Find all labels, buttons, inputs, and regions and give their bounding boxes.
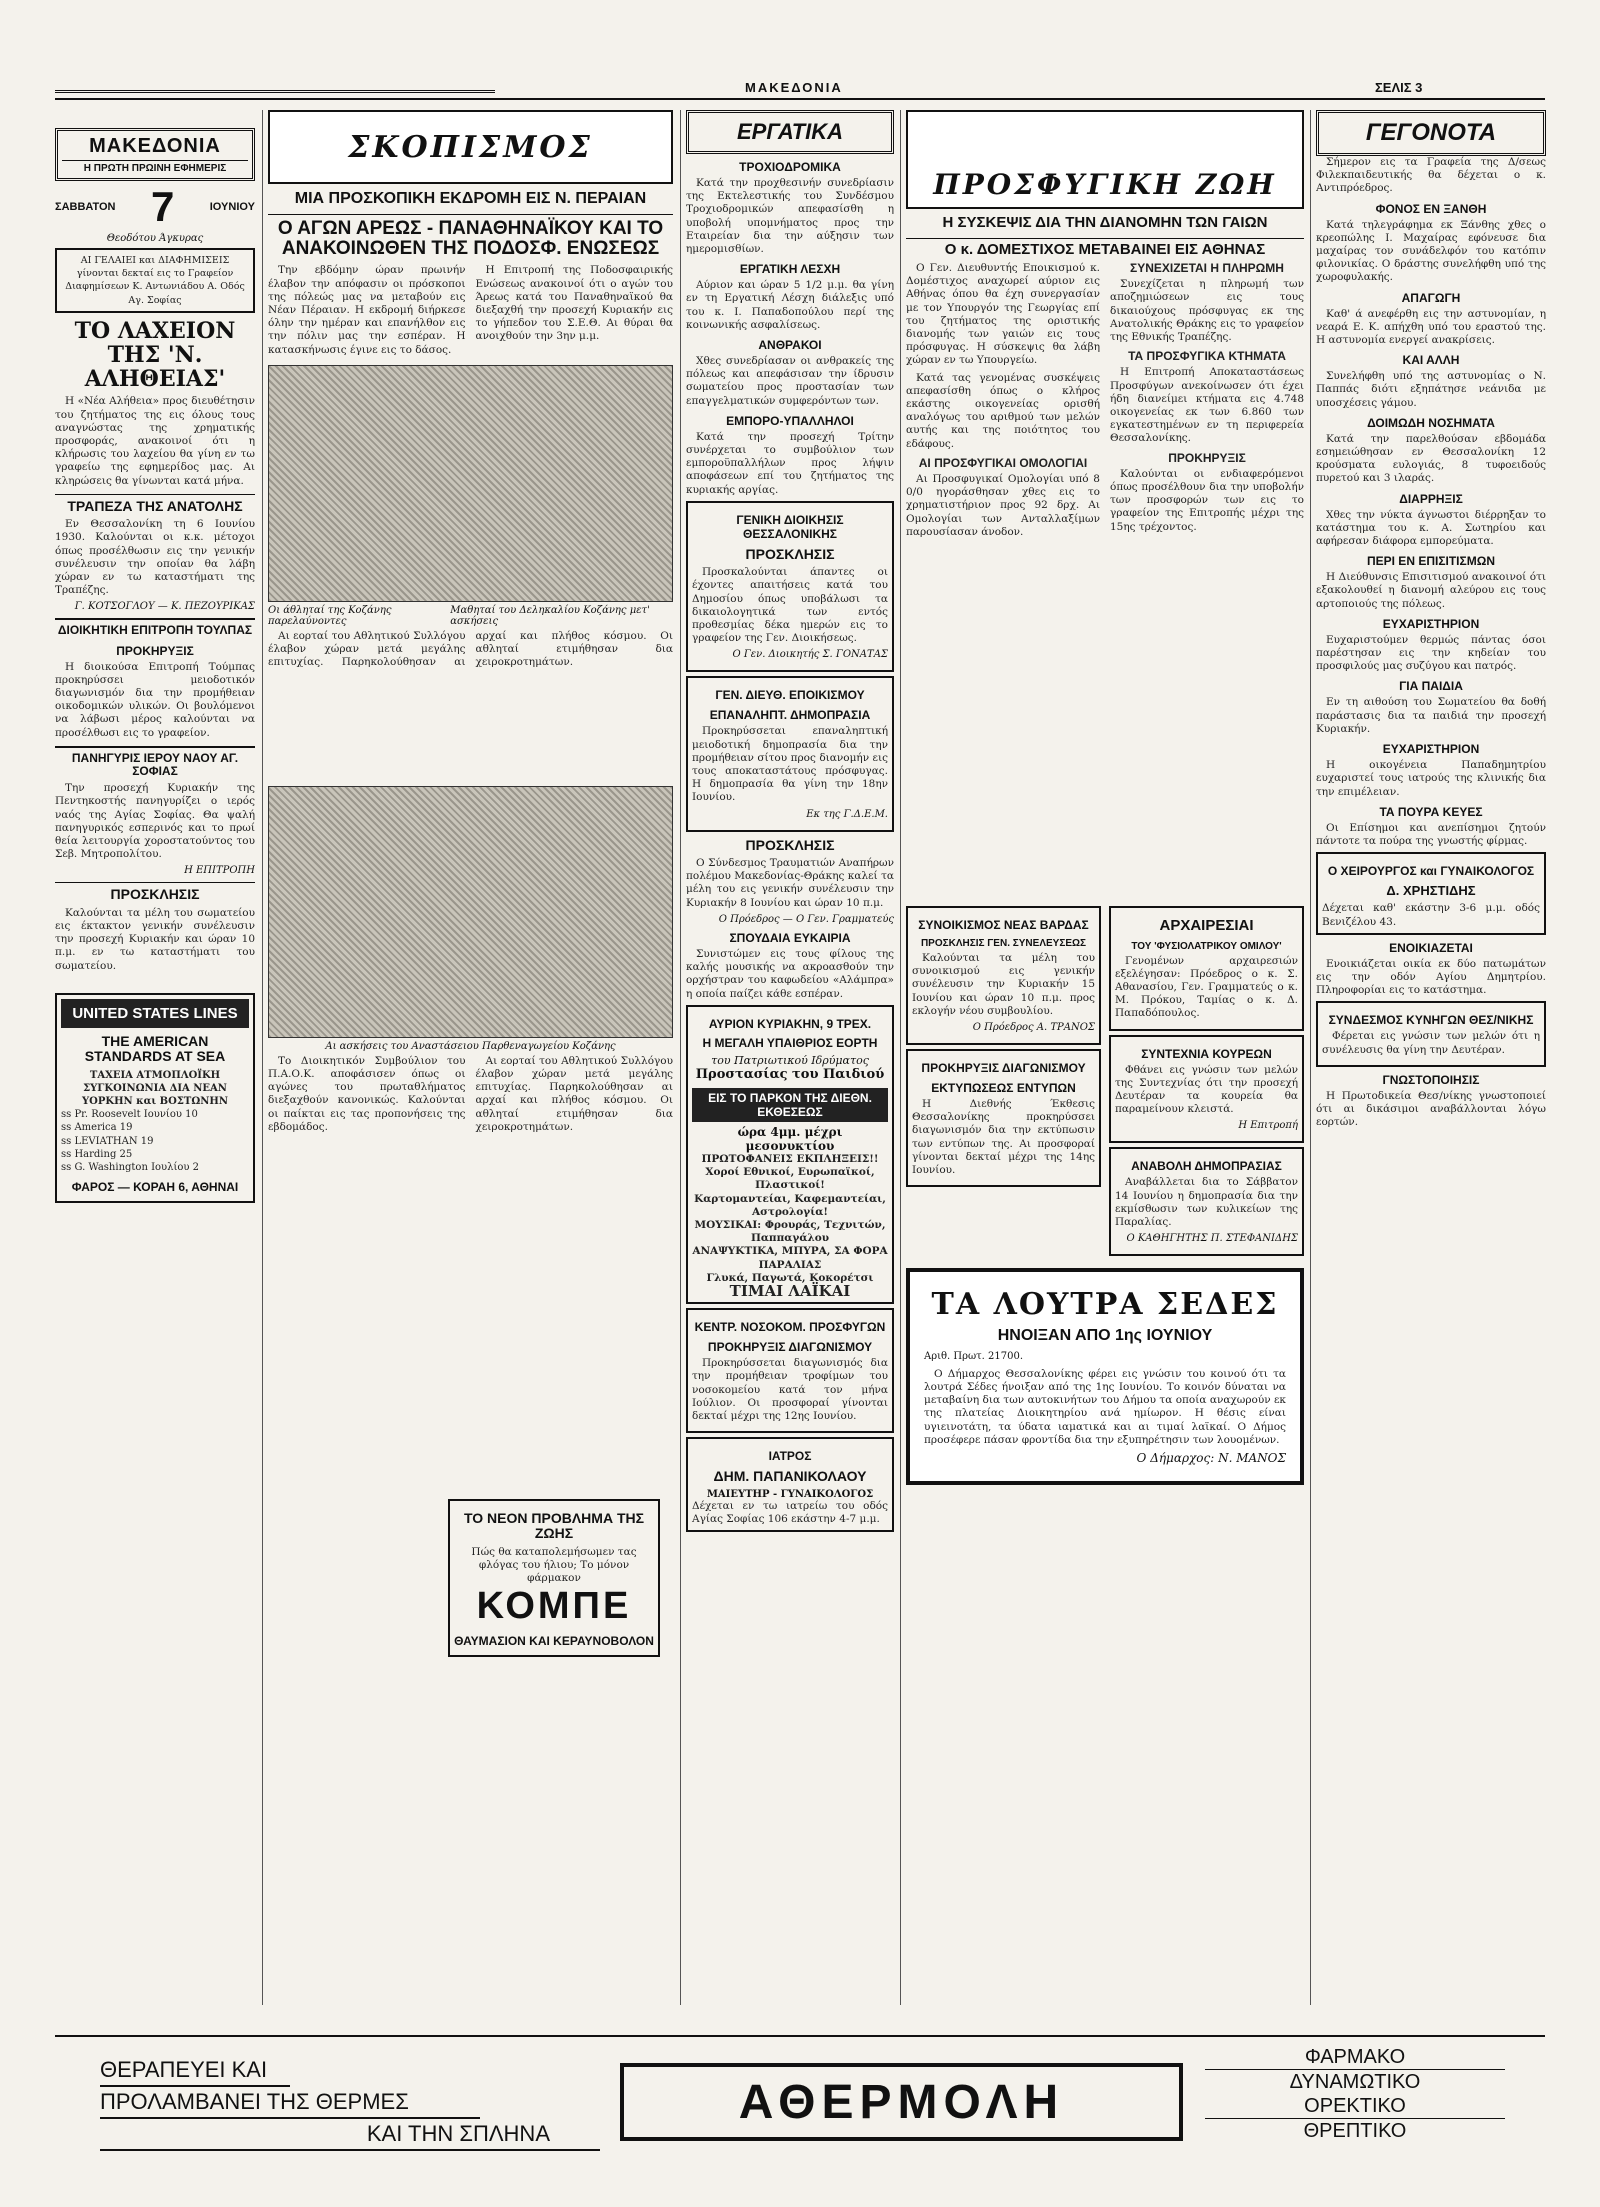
auction-signature: Ο ΚΑΘΗΓΗΤΗΣ Π. ΣΤΕΦΑΝΙΔΗΣ [1126,1233,1298,1245]
invitation-title: ΠΡΟΣΚΛΗΣΙΣ [745,836,835,853]
governor-subtitle: ΠΡΟΣΚΛΗΣΙΣ [745,545,835,562]
varda-notice [906,906,1101,1045]
barbers-notice [1109,1035,1304,1144]
paper-name: ΜΑΚΕΔΟΝΙΑ [745,80,843,95]
doctor-name: ΔΗΜ. ΠΑΠΑΝΙΚΟΛΑΟΥ [713,1468,867,1485]
hunters-notice [1316,1001,1546,1066]
scouting-section-title: ΣΚΟΠΙΣΜΟΣ [348,129,593,165]
invitation-signature: Ο Πρόεδρος — Ο Γεν. Γραμματεύς [718,913,894,925]
elections-subtitle: ΤΟΥ 'ΦΥΣΙΟΛΑΤΡΙΚΟΥ ΟΜΙΛΟΥ' [1131,940,1282,952]
kompe-ad [448,1499,660,1657]
festival-line: ΠΡΩΤΟΦΑΝΕΙΣ ΕΚΠΛΗΞΕΙΣ!! [701,1152,879,1165]
committee-paragraph: Η διοικούσα Επιτροπή Τούμπας προκηρύσσει μειοδοτικόν διαγωνισμόν δια την προμήθειαν οικοδομικών υλικών. Οι βουλόμενοι να λάβωσι μέρος καλούνται να προσέλθωσι εις το γραφείον. [55,660,255,739]
varda-signature: Ο Πρόεδρος Α. ΤΡΑΝΟΣ [972,1022,1095,1034]
labour-heading: ΤΡΟΧΙΟΔΡΟΜΙΚΑ [739,160,841,174]
kompe-title: ΤΟ ΝΕΟΝ ΠΡΟΒΛΗΜΑ ΤΗΣ ΖΩΗΣ [463,1509,645,1542]
doctor-text: Δέχεται εν τω ιατρείω του οδός Αγίας Σοφίας 106 εκάστην 4-7 μ.μ. [692,1499,888,1525]
shipping-agent: ΦΑΡΟΣ — ΚΟΡΑΗ 6, ΑΘΗΝΑΙ [71,1180,239,1195]
festival-line: ΑΝΑΨΥΚΤΙΚΑ, ΜΠΥΡΑ, ΣΑ ΦΟΡΑ ΠΑΡΑΛΙΑΣ [692,1245,888,1271]
festival-lines [692,1153,888,1298]
shipping-text: ΤΑΧΕΙΑ ΑΤΜΟΠΛΟΪΚΗ ΣΥΓΚΟΙΝΩΝΙΑ ΔΙΑ ΝΕΑΝ ΥΟΡΚΗΝ και ΒΟΣΤΩΝΗΝ [82,1069,228,1107]
settlement-subtitle: ΕΠΑΝΑΛΗΠΤ. ΔΗΜΟΠΡΑΣΙΑ [709,708,871,723]
photo-caption: Μαθηταί του Δεληκαλίου Κοζάνης μετ' ασκήσεις [450,604,650,627]
column-rule [1310,110,1311,2005]
events-heading: ΕΝΟΙΚΙΑΖΕΤΑΙ [1389,940,1473,955]
committee-text [55,661,255,740]
refugee-subheading: ΣΥΝΕΧΙΖΕΤΑΙ Η ΠΛΗΡΩΜΗ [1130,261,1284,275]
church-title: ΠΑΝΗΓΥΡΙΣ ΙΕΡΟΥ ΝΑΟΥ ΑΓ. ΣΟΦΙΑΣ [55,746,255,778]
notice-text [55,907,255,973]
events-paragraph: Καθ' ά ανεφέρθη εις την αστυνομίαν, η νεαρά Ε. Κ. απήχθη υπό του εραστού της. Η αστυνομία ενεργεί ανακρίσεις. [1316,307,1546,347]
surgeon-ad [1316,852,1546,935]
athermoli-line-1: ΘΕΡΑΠΕΥΕΙ ΚΑΙ [100,2055,290,2087]
refugee-subheading: ΠΡΟΚΗΡΥΞΙΣ [1168,450,1246,465]
events-paragraph: Χθες την νύκτα άγνωστοι διέρρηξαν το κατάστημα του κ. Α. Σωτηρίου και αφήρεσαν διάφορα εμπορεύματα. [1316,508,1546,548]
festival-org-2: Προστασίας του Παιδιού [695,1066,885,1082]
surgeon-text: Δέχεται καθ' εκάστην 3-6 μ.μ. οδός Βενιζέλου 43. [1322,902,1540,928]
events-heading: ΓΙΑ ΠΑΙΔΙΑ [1399,679,1463,694]
notice-title: ΠΡΟΣΚΛΗΣΙΣ [55,882,255,902]
committee-title: ΔΙΟΙΚΗΤΙΚΗ ΕΠΙΤΡΟΠΗ ΤΟΥΛΠΑΣ [55,618,255,637]
refugee-paragraph: Κατά τας γενομένας συσκέψεις απεφασίσθη όπως ο κλήρος εκάστης οικογενείας ορισθή αναλόγως του αριθμού των μελών αυτής και της ποιότητος του εδάφους. [906,371,1100,450]
hunters-title: ΣΥΝΔΕΣΜΟΣ ΚΥΝΗΓΩΝ ΘΕΣ/ΝΙΚΗΣ [1328,1013,1534,1028]
events-paragraph: Σήμερον εις τα Γραφεία της Δ/σεως Φιλεκπαιδευτικής θα δέχεται ο κ. Αντιπρόεδρος. [1316,156,1546,195]
header-ornament-left [55,80,495,93]
festival-line: Καρτομαντείαι, Καφεμαντείαι, Αστρολογία! [694,1192,886,1218]
refugee-banner [906,110,1304,209]
lottery-title: ΤΟ ΛΑΧΕΙΟΝ ΤΗΣ 'Ν. ΑΛΗΘΕΙΑΣ' [74,317,236,393]
bank-text [55,518,255,597]
events-heading: ΤΑ ΠΟΥΡΑ ΚΕΥΕΣ [1379,804,1483,819]
photo-captions [268,605,673,627]
article-paragraph: Αι εορταί του Αθλητικού Συλλόγου έλαβον χώραν μετά μεγάλης επιτυχίας. Παρηκολούθησαν αι αρχαί και πλήθος κόσμου. Οι αθληταί ετιμήθησαν δια χειροκροτημάτων. [268,629,673,669]
shipping-ad [55,993,255,1203]
lottery-text [55,395,255,487]
column-5 [1316,110,1546,2010]
photo-girls-school [268,786,673,1038]
church-paragraph: Την προσεχή Κυριακήν της Πεντηκοστής πανηγυρίζει ο ιερός ναός της Αγίας Σοφίας. Θα ψαλή πανηγυρικός εσπερινός και το πρωί θεία λειτουργία χοροστατούντος του Σεβ. Μητροπολίτου. [55,782,255,861]
date-day: ΣΑΒΒΑΤΟΝ [55,201,116,213]
festival-line: Γλυκά, Παγωτά, Κοκορέτσι [706,1271,874,1284]
athermoli-ad [55,2035,1545,2160]
athermoli-right-2: ΔΥΝΑΜΩΤΙΚΟ [1205,2069,1505,2094]
notice-paragraph: Καλούνται τα μέλη του σωματείου εις έκτακτον γενικήν συνέλευσιν την προσεχή Κυριακήν και ώραν 10 π.μ. εν τω καταστήματι του σωματείου. [55,906,255,972]
athermoli-right-4: ΘΡΕΠΤΙΚΟ [1205,2118,1505,2143]
ads-notice: ΑΙ ΓΕΛΑΙΕΙ και ΔΙΑΦΗΜΙΣΕΙΣ γίνονται δεκταί εις το Γραφείον Διαφημίσεων Κ. Αντωνιάδου Α. Οδός Αγ. Σοφίας [55,248,255,313]
athermoli-line-2: ΠΡΟΛΑΜΒΑΝΕΙ ΤΗΣ ΘΕΡΜΕΣ [100,2087,480,2119]
saint-of-day: Θεοδότου Άγκυρας [106,233,204,244]
refugee-subheading: ΑΙ ΠΡΟΣΦΥΓΙΚΑΙ ΟΜΟΛΟΓΙΑΙ [918,455,1088,470]
invitation-text: Ο Σύνδεσμος Τραυματιών Αναπήρων πολέμου Μακεδονίας-Θράκης καλεί τα μέλη του εις γενικήν συνέλευσιν την Κυριακήν 8 Ιουνίου και ώραν 10 π.μ. [686,857,894,909]
bank-title: ΤΡΑΠΕΖΑ ΤΗΣ ΑΝΑΤΟΛΗΣ [55,494,255,514]
shipping-row: ss Harding 25 [61,1148,133,1160]
refugee-section-title: ΠΡΟΣΦΥΓΙΚΗ ΖΩΗ [933,168,1277,201]
labour-heading: ΕΜΠΟΡΟ-ΥΠΑΛΛΗΛΟΙ [726,413,854,428]
hospital-subtitle: ΠΡΟΚΗΡΥΞΙΣ ΔΙΑΓΩΝΙΣΜΟΥ [707,1340,873,1355]
page-header [55,80,1545,100]
events-heading: ΔΙΑΡΡΗΞΙΣ [1399,491,1463,506]
governor-notice [686,501,894,673]
kompe-brand: ΚΟΜΠΕ [476,1585,632,1628]
events-heading: ΑΠΑΓΩΓΗ [1401,290,1461,305]
athermoli-brand-box [620,2063,1183,2141]
lottery-paragraph: Η «Νέα Αλήθεια» προς διευθέτησιν του ζητήματος της εις όλους τους αναγνώστας της χρηματικής προσφοράς, ανακοινοί ότι η κλήρωσις του λαχείου θα γίνη εν τω γραφείω της εφημερίδος μας. Αι κληρώσεις θα γίνωνται κατά μήνα. [55,395,255,487]
article-headline-1: ΜΙΑ ΠΡΟΣΚΟΠΙΚΗ ΕΚΔΡΟΜΗ ΕΙΣ Ν. ΠΕΡΑΙΑΝ [294,190,647,207]
labour-heading: ΑΝΘΡΑΚΟΙ [758,338,822,353]
column-rule [900,110,901,2005]
festival-time: ώρα 4μμ. μέχρι μεσονυκτίου [737,1124,843,1153]
kompe-tagline: ΘΑΥΜΑΣΙΟΝ ΚΑΙ ΚΕΡΑΥΝΟΒΟΛΟΝ [454,1634,654,1649]
labour-section-title: ΕΡΓΑΤΙΚΑ [686,110,894,154]
events-paragraph: Η Πρωτοδικεία Θεσ/νίκης γνωστοποιεί ότι αι δικάσιμοι αναβάλλονται λόγω εορτών. [1316,1089,1546,1129]
date-number: 7 [150,183,175,230]
bank-signature: Γ. ΚΟΤΣΟΓΛΟΥ — Κ. ΠΕΖΟΥΡΙΚΑΣ [74,601,255,613]
barbers-text: Φθάνει εις γνώσιν των μελών της Συντεχνίας ότι την προσεχή Δευτέραν τα κουρεία θα παραμείνουν κλειστά. [1115,1063,1298,1116]
printing-subtitle: ΕΚΤΥΠΩΣΕΩΣ ΕΝΤΥΠΩΝ [931,1081,1076,1096]
events-heading: ΔΟΙΜΩΔΗ ΝΟΣΗΜΑΤΑ [1367,415,1495,430]
settlement-text: Προκηρύσσεται επαναληπτική μειοδοτική δημοπρασία δια την προμήθειαν σίτου προς διανομήν εις τους αποκαταστάτους πρόσφυγας. Η δημοπρασία θα γίνη την 18ην Ιουνίου. [692,725,888,804]
festival-org: του Πατριωτικού Ιδρύματος [711,1053,869,1067]
church-signature: Η ΕΠΙΤΡΟΠΗ [184,865,255,877]
varda-subtitle: ΠΡΟΣΚΛΗΣΙΣ ΓΕΝ. ΣΥΝΕΛΕΥΣΕΩΣ [920,938,1087,949]
masthead-title: ΜΑΚΕΔΟΝΙΑ [89,135,221,157]
shipping-row: ss Pr. Roosevelt Ιουνίου 10 [61,1109,198,1121]
printing-title: ΠΡΟΚΗΡΥΞΙΣ ΔΙΑΓΩΝΙΣΜΟΥ [921,1061,1086,1076]
events-heading: ΦΟΝΟΣ ΕΝ ΞΑΝΘΗ [1375,201,1487,216]
notices-right [1109,902,1304,1260]
events-heading: ΚΑΙ ΑΛΛΗ [1402,353,1460,368]
surgeon-name: Δ. ΧΡΗΣΤΙΔΗΣ [1386,883,1476,899]
settlement-signature: Εκ της Γ.Δ.Ε.Μ. [806,808,888,820]
athermoli-left-text [100,2055,600,2151]
sedes-protocol: Αριθ. Πρωτ. 21700. [924,1350,1024,1362]
auction-title: ΑΝΑΒΟΛΗ ΔΗΜΟΠΡΑΣΙΑΣ [1131,1159,1282,1174]
governor-text: Προσκαλούνται άπαντες οι έχοντες απαιτήσεις κατά του Δημοσίου όπως υποβάλωσι τα δικαιολογητικά των εντός προθεσμίας δέκα ημερών εις το γραφείον της Γεν. Διοικήσεως. [692,566,888,645]
events-paragraph: Συνελήφθη υπό της αστυνομίας ο Ν. Παππάς διότι εξηπάτησε νεάνιδα με υποσχέσεις γάμου. [1316,370,1546,409]
column-rule [680,110,681,2005]
doctor-label: ΙΑΤΡΟΣ [768,1449,812,1464]
elections-title: ΑΡΧΑΙΡΕΣΙΑΙ [1159,917,1254,934]
shipping-row: ss America 19 [61,1122,133,1134]
sedes-title: ΤΑ ΛΟΥΤΡΑ ΣΕΔΕΣ [931,1287,1279,1323]
column-2 [268,110,673,2010]
scouting-banner [268,110,673,184]
footer-rule [55,2035,1545,2037]
refugee-paragraph: Συνεχίζεται η πληρωμή των αποζημιώσεων εις τους δικαιούχους πρόσφυγας εκ της Ανατολικής Θράκης εις το γραφείον της Εθνικής Τραπέζης. [1110,278,1304,344]
hospital-text: Προκηρύσσεται διαγωνισμός δια την προμήθειαν τροφίμων του νοσοκομείου κατά τον μήνα Ιούλιον. Οι προσφοραί γίνονται δεκταί μέχρι της 12ης Ιουνίου. [692,1357,888,1422]
athermoli-right-text [1205,2045,1505,2143]
barbers-title: ΣΥΝΤΕΧΝΙΑ ΚΟΥΡΕΩΝ [1141,1046,1272,1061]
date-month: ΙΟΥΝΙΟΥ [209,201,255,213]
masthead-subtitle: Η ΠΡΩΤΗ ΠΡΩΙΝΗ ΕΦΗΜΕΡΙΣ [62,160,248,174]
athermoli-right-3: ΟΡΕΚΤΙΚΟ [1304,2095,1406,2117]
shipping-schedule [61,1108,249,1174]
events-paragraph: Η Διεύθυνσις Επισιτισμού ανακοινοί ότι εξακολουθεί η διανομή αλεύρου εις τους αρτοποιούς της πόλεως. [1316,571,1546,610]
printing-notice [906,1049,1101,1187]
column-1 [55,110,255,2010]
opportunity-text: Συνιστώμεν εις τους φίλους της καλής μουσικής να ακροασθούν την ορχήστραν του καφωδείου «Αλάμπρα» η οποία παίζει κάθε εσπέραν. [686,947,894,1000]
refugee-headline-1: Η ΣΥΣΚΕΨΙΣ ΔΙΑ ΤΗΝ ΔΙΑΝΟΜΗΝ ΤΩΝ ΓΑΙΩΝ [942,214,1268,231]
doctor-ad [686,1437,894,1532]
refugee-paragraph: Ο Γεν. Διευθυντής Εποικισμού κ. Δομέστιχος αναχωρεί αύριον εις Αθήνας όπου θα έχη συνεργασίαν με τον Υπουργόν της Γεωργίας επί του ζητήματος της οριστικής διανομής των γαιών εις τους πρόσφυγας. Η σύσκεψις θα λάβη χώραν εν τω Υπουργείω. [906,262,1100,367]
labour-paragraph: Χθες συνεδρίασαν οι ανθρακείς της πόλεως και απεφάσισαν την ίδρυσιν σωματείου προς προστασίαν των επαγγελματικών συμφερόντων των. [686,355,894,407]
events-paragraph: Κατά τηλεγράφημα εκ Ξάνθης χθες ο κρεοπώλης Ι. Μαχαίρας εφόνευσε δια μαχαίρας τον συνάδελφόν του κατόπιν φιλονικίας. Ο δράστης συνελήφθη υπό της χωροφυλακής. [1316,218,1546,284]
elections-notice [1109,906,1304,1031]
photo-caption-2: Αι ασκήσεις του Αναστάσειου Παρθεναγωγείου Κοζάνης [325,1040,616,1052]
refugee-paragraph: Αι Προσφυγικαί Ομολογίαι υπό 8 0/0 ηγοράσθησαν χθες εις το χρηματιστήριον προς 92 δρχ. Αι Ομολογίαι των Ανταλλαξίμων παρουσίασαν άνοδον. [906,473,1100,538]
doctor-specialty: ΜΑΙΕΥΤΗΡ - ΓΥΝΑΙΚΟΛΟΓΟΣ [706,1488,874,1500]
sedes-signature: Ο Δήμαρχος: Ν. ΜΑΝΟΣ [1136,1450,1286,1465]
festival-line: Χοροί Εθνικοί, Ευρωπαϊκοί, Πλαστικοί! [705,1166,875,1192]
labour-paragraph: Αύριον και ώραν 5 1/2 μ.μ. θα γίνη εν τη Εργατική Λέσχη διάλεξις υπό του κ. Ι. Παπαδοπούλου περί της κοινωνικής ασφαλίσεως. [686,279,894,331]
sedes-baths-ad [906,1268,1304,1485]
article-body-3 [268,1055,673,1495]
festival-title: Η ΜΕΓΑΛΗ ΥΠΑΙΘΡΙΟΣ ΕΟΡΤΗ [702,1035,878,1050]
masthead [55,128,255,181]
refugee-subheading: ΤΑ ΠΡΟΣΦΥΓΙΚΑ ΚΤΗΜΑΤΑ [1128,349,1286,364]
bank-paragraph: Εν Θεσσαλονίκη τη 6 Ιουνίου 1930. Καλούνται οι κ.κ. μέτοχοι όπως προσέλθωσιν εις την γενικήν συνέλευσιν την οποίαν θα λάβη χώραν εν τω καταστήματι της Τραπέζης. [55,518,255,597]
page-number: ΣΕΛΙΣ 3 [1375,80,1423,95]
column-3 [686,110,894,2010]
labour-paragraph: Κατά την προχθεσινήν συνεδρίασιν της Εκτελεστικής του Συνδέσμου Τροχιοδρομικών απεφασίσθη η υποβολή υπομνήματος προς την Εταιρείαν δια την αύξησιν των ημερομισθίων. [686,177,894,256]
settlement-title: ΓΕΝ. ΔΙΕΥΘ. ΕΠΟΙΚΙΣΜΟΥ [715,688,865,703]
article-paragraph: Την εβδόμην ώραν πρωινήν έλαβον την απόφασιν οι πρόσκοποι της πόλεώς μας να μεταβούν εις Νέαν Πέραιαν. Η εκδρομή διήρκεσε όλην την ημέραν και επανήλθον εις την πόλιν μας την εσπέραν. Η κατασκήνωσις έγινε εις το δάσος. [268,264,466,356]
events-paragraph: Ενοικιάζεται οικία εκ δύο πατωμάτων εις την οδόν Αγίου Δημητρίου. Πληροφορίαι εις το κατάστημα. [1316,957,1546,997]
refugee-article [906,262,1304,902]
varda-text: Καλούνται τα μέλη του συνοικισμού εις γενικήν συνέλευσιν την Κυριακήν 15 Ιουνίου και ώραν 10 π.μ. προς εκλογήν νέου συμβουλίου. [912,952,1095,1017]
events-paragraph: Εν τη αιθούση του Σωματείου θα δοθή παράστασις δια τα παιδιά την προσεχή Κυριακήν. [1316,696,1546,735]
date-box [55,183,255,230]
church-text [55,782,255,861]
festival-line: ΜΟΥΣΙΚΑΙ: Φρουράς, Τεχνιτών, Παππαγάλου [694,1218,886,1245]
athermoli-brand: ΑΘΕΡΜΟΛΗ [738,2075,1065,2129]
athermoli-right-1: ΦΑΡΜΑΚΟ [1304,2046,1406,2068]
photo-caption: Οι άθληταί της Κοζάνης παρελαύνοντες [268,604,392,627]
column-rule [262,110,263,2005]
article-paragraph: Το Διοικητικόν Συμβούλιον του Π.Α.Ο.Κ. αποφάσισεν όπως οι αγώνες του πρωταθλήματος διεξαχθούν κανονικώς. Καλούνται οι παίκται εις τας προπονήσεις της εβδομάδος. [268,1054,466,1133]
varda-title: ΣΥΝΟΙΚΙΣΜΟΣ ΝΕΑΣ ΒΑΡΔΑΣ [918,918,1089,932]
printing-text: Η Διεθνής Έκθεσις Θεσσαλονίκης προκηρύσσει διαγωνισμόν δια την εκτύπωσιν των εντύπων της. Αι προσφοραί γίνονται δεκταί μέχρι της 14ης Ιουνίου. [912,1098,1095,1177]
festival-ad [686,1005,894,1304]
photo-athletes [268,365,673,602]
labour-heading: ΕΡΓΑΤΙΚΗ ΛΕΣΧΗ [739,262,841,277]
article-paragraph: Η Επιτροπή της Ποδοσφαιρικής Ενώσεως ανακοινοί ότι ο αγών του Άρεως κατά του Παναθηναϊκού θα διεξαχθή την προσεχή Κυριακήν εις το γήπεδον του Σ.Ε.Θ. Αι θύραι θα ανοιχθούν την 3ην μ.μ. [475,264,673,343]
refugee-headline-2: Ο κ. ΔΟΜΕΣΤΙΧΟΣ ΜΕΤΑΒΑΙΝΕΙ ΕΙΣ ΑΘΗΝΑΣ [906,238,1304,259]
refugee-paragraph: Καλούνται οι ενδιαφερόμενοι όπως προσέλθουν δια την υποβολήν των προσφορών των εις το γραφείον της Επιτροπής μέχρι της 15ης τρέχοντος. [1110,467,1304,533]
festival-line: ΤΙΜΑΙ ΛΑΪΚΑΙ [729,1281,851,1300]
shipping-row: ss G. Washington Ιουλίου 2 [61,1162,200,1174]
governor-signature: Ο Γεν. Διοικητής Σ. ΓΟΝΑΤΑΣ [732,649,888,661]
events-paragraph: Η οικογένεια Παπαδημητρίου ευχαριστεί τους ιατρούς της κλινικής δια την επιμέλειαν. [1316,759,1546,798]
hospital-title: ΚΕΝΤΡ. ΝΟΣΟΚΟΜ. ΠΡΟΣΦΥΓΩΝ [694,1320,886,1335]
surgeon-title: Ο ΧΕΙΡΟΥΡΓΟΣ και ΓΥΝΑΙΚΟΛΟΓΟΣ [1327,864,1535,879]
athermoli-line-3: ΚΑΙ ΤΗΝ ΣΠΛΗΝΑ [100,2119,600,2151]
sedes-subtitle: ΗΝΟΙΞΑΝ ΑΠΟ 1ης ΙΟΥΝΙΟΥ [997,1327,1213,1345]
article-body-1 [268,264,673,356]
auction-notice [1109,1147,1304,1256]
festival-date: ΑΥΡΙΟΝ ΚΥΡΙΑΚΗΝ, 9 ΤΡΕΧ. [708,1016,872,1031]
events-heading: ΓΝΩΣΤΟΠΟΙΗΣΙΣ [1382,1072,1480,1087]
kompe-text: Πώς θα καταπολεμήσωμεν τας φλόγας του ήλιου; Το μόνον φάρμακον [471,1545,637,1584]
barbers-signature: Η Επιτροπή [1238,1120,1298,1132]
article-headline-2: Ο ΑΓΩΝ ΑΡΕΩΣ - ΠΑΝΑΘΗΝΑΪΚΟΥ ΚΑΙ ΤΟ ΑΝΑΚΟΙΝΩΘΕΝ ΤΗΣ ΠΟΔΟΣΦ. ΕΝΩΣΕΩΣ [268,214,673,261]
labour-paragraph: Κατά την προσεχή Τρίτην συνέρχεται το συμβούλιον των εμποροϋπαλλήλων προς λήψιν αποφάσεων επί του ζητήματος της κυριακής αργίας. [686,430,894,496]
events-heading: ΕΥΧΑΡΙΣΤΗΡΙΟΝ [1382,616,1480,631]
events-paragraph: Ευχαριστούμεν θερμώς πάντας όσοι παρέστησαν εις την κηδείαν του προσφιλούς μας συζύγου και πατρός. [1316,633,1546,673]
events-paragraph: Κατά την παρελθούσαν εβδομάδα εσημειώθησαν εν Θεσσαλονίκη 12 κρούσματα ευλογιάς, 8 τυφοειδούς πυρετού και 3 ιλαράς. [1316,432,1546,485]
festival-place: ΕΙΣ ΤΟ ΠΑΡΚΟΝ ΤΗΣ ΔΙΕΘΝ. ΕΚΘΕΣΕΩΣ [692,1088,888,1122]
article-paragraph: Αι εορταί του Αθλητικού Συλλόγου έλαβον χώραν μετά μεγάλης επιτυχίας. Παρηκολούθησαν αι αρχαί και πλήθος κόσμου. Οι αθληταί ετιμήθησαν δια χειροκροτημάτων. [475,1054,673,1133]
elections-text: Γενομένων αρχαιρεσιών εξελέγησαν: Πρόεδρος ο κ. Σ. Αθανασίου, Γεν. Γραμματεύς ο κ. Μ. Πρόκου, Ταμίας ο κ. Δ. Παπαδόπουλος. [1115,954,1298,1020]
article-body-2 [268,630,673,780]
governor-title: ΓΕΝΙΚΗ ΔΙΟΙΚΗΣΙΣ ΘΕΣΣΑΛΟΝΙΚΗΣ [736,512,844,541]
notices-left [906,902,1101,1260]
shipping-row: ss LEVIATHAN 19 [61,1135,154,1147]
refugee-paragraph: Η Επιτροπή Αποκαταστάσεως Προσφύγων ανεκοίνωσεν ότι έχει ήδη διανείμει κτήματα εις 4.748 οικογενείας εκ των 6.860 των εγκατεστημένων εν τη περιφερεία Θεσσαλονίκης. [1110,366,1304,445]
events-heading: ΕΥΧΑΡΙΣΤΗΡΙΟΝ [1382,742,1480,757]
column-4 [906,110,1304,2010]
hospital-notice [686,1308,894,1433]
sedes-text: Ο Δήμαρχος Θεσσαλονίκης φέρει εις γνώσιν του κοινού ότι τα λουτρά Σέδες ήνοιξαν από της 1ης Ιουνίου. Το κοινόν δύναται να μεταβαίνη δια των αυτοκινήτων του Δήμου τα οποία αναχωρούν εκ της πλατείας Διοικητηρίου ανά ημίωρον. Η θέσις είναι υγιεινοτάτη, τα ύδατα ιαματικά και αι τιμαί λαϊκαί. Ο Δήμος προσέφερε πάσαν φροντίδα δια την εξυπηρέτησιν των λουομένων. [924,1367,1286,1446]
settlement-notice [686,676,894,831]
notices-row [906,902,1304,1260]
auction-text: Αναβάλλεται δια το Σάββατον 14 Ιουνίου η δημοπρασία δια την εκμίσθωσιν των κυλικείων της Παραλίας. [1115,1176,1298,1228]
hunters-text: Φέρεται εις γνώσιν των μελών ότι η συνέλευσις θα γίνη την Δευτέραν. [1322,1030,1540,1056]
committee-subtitle: ΠΡΟΚΗΡΥΞΙΣ [116,643,194,658]
opportunity-title: ΣΠΟΥΔΑΙΑ ΕΥΚΑΙΡΙΑ [729,930,851,945]
events-section-title: ΓΕΓΟΝΟΤΑ [1316,110,1546,156]
events-heading: ΠΕΡΙ ΕΝ ΕΠΙΣΙΤΙΣΜΩΝ [1366,554,1496,569]
events-paragraph: Οι Επίσημοι και ανεπίσημοι ζητούν πάντοτε τα πούρα της γνωστής φίρμας. [1316,821,1546,847]
shipping-logo: UNITED STATES LINES [61,999,249,1028]
shipping-slogan: THE AMERICAN STANDARDS AT SEA [84,1032,226,1065]
